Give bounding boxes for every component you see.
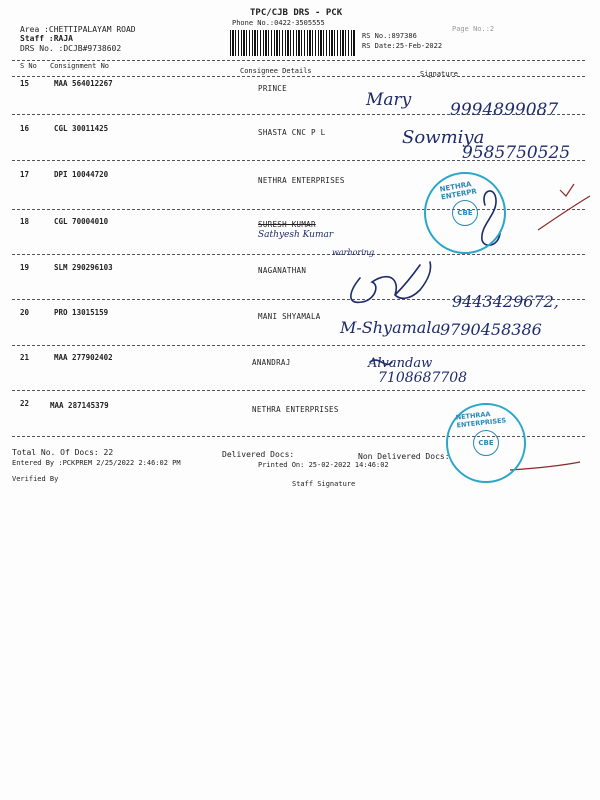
row-sno: 19 — [20, 263, 30, 272]
row-consignee: SHASTA CNC P L — [258, 128, 326, 137]
handwritten-phone: 9994899087 — [450, 100, 559, 120]
row-consignment: CGL 70004010 — [54, 217, 109, 226]
area-label: Area :CHETTIPALAYAM ROAD — [20, 25, 136, 34]
row-sno: 17 — [20, 170, 30, 179]
row-consignment: PRO 13015159 — [54, 308, 109, 317]
stamp-ring-text: NETHRA ENTERPR — [439, 180, 478, 202]
row-consignment: SLM 290296103 — [54, 263, 113, 272]
handwritten-phone: 9585750525 — [462, 143, 571, 163]
company-stamp — [446, 403, 526, 483]
handwritten-name: Mary — [366, 90, 412, 110]
row-consignment: DPI 10044720 — [54, 170, 109, 179]
row-consignee: MANI SHYAMALA — [258, 312, 321, 321]
handwritten-note: warhoring — [332, 248, 375, 257]
rs-date: RS Date:25-Feb-2022 — [362, 42, 443, 50]
staff-signature-label: Staff Signature — [292, 480, 356, 488]
handwritten-name: Sathyesh Kumar — [258, 230, 334, 240]
row-consignment: CGL 30011425 — [54, 124, 109, 133]
company-stamp — [424, 172, 506, 254]
row-sno: 15 — [20, 79, 30, 88]
col-consignee: Consignee Details — [240, 67, 312, 75]
row-consignee: PRINCE — [258, 84, 287, 93]
col-signature: Signature — [420, 70, 458, 78]
row-consignment: MAA 564012267 — [54, 79, 113, 88]
handwritten-name: M-Shyamala — [340, 318, 441, 337]
document-title: TPC/CJB DRS - PCK — [250, 8, 343, 18]
col-sno: S No — [20, 62, 37, 70]
row-consignee: NETHRA ENTERPRISES — [252, 405, 339, 414]
handwritten-phone: 7108687708 — [378, 370, 468, 386]
phone-number: Phone No.:0422-3505555 — [232, 19, 325, 27]
handwritten-phone: 9790458386 — [440, 320, 542, 339]
row-consignee: NETHRA ENTERPRISES — [258, 176, 345, 185]
stamp-center: CBE — [452, 200, 478, 226]
printed-on: Printed On: 25-02-2022 14:46:02 — [258, 461, 389, 469]
non-delivered-docs: Non Delivered Docs: — [358, 452, 450, 461]
handwritten-name: Sowmiya — [402, 127, 485, 148]
row-sno: 16 — [20, 124, 30, 133]
row-sno: 21 — [20, 353, 30, 362]
row-sno: 20 — [20, 308, 30, 317]
col-consignment: Consignment No — [50, 62, 110, 70]
verified-by: Verified By — [12, 475, 59, 483]
total-docs: Total No. Of Docs: 22 — [12, 448, 114, 457]
stamp-ring-text: NETHRAA ENTERPRISES — [455, 409, 507, 430]
rs-number: RS No.:897386 — [362, 32, 417, 40]
staff-label: Staff :RAJA — [20, 34, 73, 43]
row-consignment: MAA 287145379 — [50, 401, 109, 410]
row-consignee: NAGANATHAN — [258, 266, 307, 275]
row-sno: 22 — [20, 399, 30, 408]
stamp-center: CBE — [473, 430, 499, 456]
row-consignment: MAA 277902402 — [54, 353, 113, 362]
row-sno: 18 — [20, 217, 30, 226]
handwritten-phone: 9443429672, — [452, 292, 559, 311]
delivered-docs: Delivered Docs: — [222, 450, 295, 459]
row-consignee: SURESH KUMAR — [258, 220, 316, 229]
handwritten-name: Alvandaw — [368, 356, 433, 371]
entered-by: Entered By :PCKPREM 2/25/2022 2:46:02 PM — [12, 459, 181, 467]
drs-number: DRS No. :DCJB#9738602 — [20, 44, 122, 53]
page-number: Page No.:2 — [452, 25, 495, 33]
row-consignee: ANANDRAJ — [252, 358, 291, 367]
